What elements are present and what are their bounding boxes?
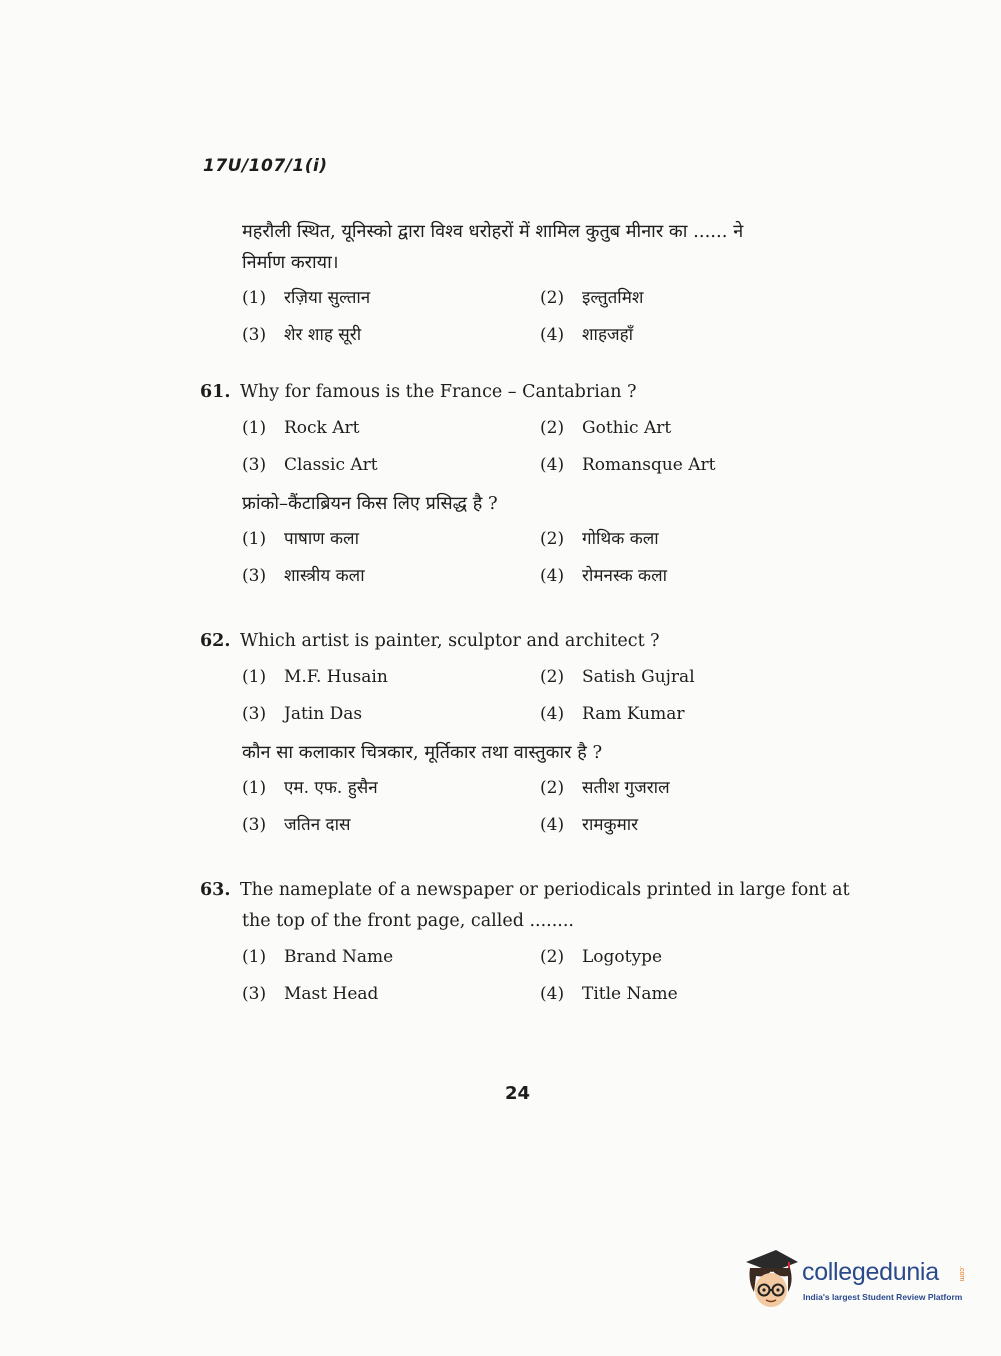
question-text-continued: the top of the front page, called ........ [242,911,574,931]
option: (4) Romansque Art [540,455,716,475]
option: (4) शाहजहाँ [540,325,634,345]
options-grid [200,943,850,1009]
question-60-hindi [200,216,850,358]
option: (4) रामकुमार [540,815,639,835]
option: (3) शेर शाह सूरी [242,325,362,345]
option: (4) रोमनस्क कला [540,566,668,586]
option: (1) पाषाण कला [242,529,359,549]
options-grid [200,414,850,480]
mascot-face-icon [742,1248,800,1312]
option: (2) Satish Gujral [540,667,695,687]
option: (3) Mast Head [242,984,379,1004]
question-hindi-line: निर्माण कराया। [242,252,339,273]
option: (1) Brand Name [242,947,394,967]
question-63 [200,875,850,1017]
option: (1) Rock Art [242,418,360,438]
question-text: 63. The nameplate of a newspaper or periodicals printed in large font at [200,875,850,906]
question-number: 61. [200,382,231,402]
option: (3) Classic Art [242,455,378,475]
logo-suffix: .com [958,1266,965,1282]
question-text: 61. Why for famous is the France – Cantabrian ? [200,377,850,408]
option: (2) Logotype [540,947,663,967]
option: (3) जतिन दास [242,815,351,835]
options-grid [200,525,850,591]
options-grid [200,284,850,350]
question-text: 62. Which artist is painter, sculptor and architect ? [200,626,850,657]
question-hindi-line: महरौली स्थित, यूनिस्को द्वारा विश्व धरोहरों में शामिल कुतुब मीनार का ...... ने [242,221,744,242]
option: (2) गोथिक कला [540,529,659,549]
option: (4) Ram Kumar [540,704,685,724]
collegedunia-logo[interactable] [742,1248,972,1318]
question-hindi-line: कौन सा कलाकार चित्रकार, मूर्तिकार तथा वास्तुकार है ? [242,742,603,763]
question-hindi-line: फ्रांको–कैंटाब्रियन किस लिए प्रसिद्ध है ? [242,493,498,514]
options-grid [200,663,850,729]
logo-wordmark: collegedunia [802,1258,939,1286]
option: (1) एम. एफ. हुसैन [242,778,378,798]
page-number: 24 [505,1083,531,1104]
option: (3) Jatin Das [242,704,363,724]
question-61 [200,377,850,599]
question-number: 63. [200,880,231,900]
option: (3) शास्त्रीय कला [242,566,365,586]
option: (2) इल्तुतमिश [540,288,644,308]
options-grid [200,774,850,840]
question-62 [200,626,850,848]
option: (1) M.F. Husain [242,667,388,687]
page-code: 17U/107/1(i) [203,156,328,176]
option: (2) सतीश गुजराल [540,778,670,798]
option: (1) रज़िया सुल्तान [242,288,371,308]
option: (4) Title Name [540,984,678,1004]
question-number: 62. [200,631,231,651]
logo-tagline: India's largest Student Review Platform [803,1292,963,1302]
option: (2) Gothic Art [540,418,672,438]
